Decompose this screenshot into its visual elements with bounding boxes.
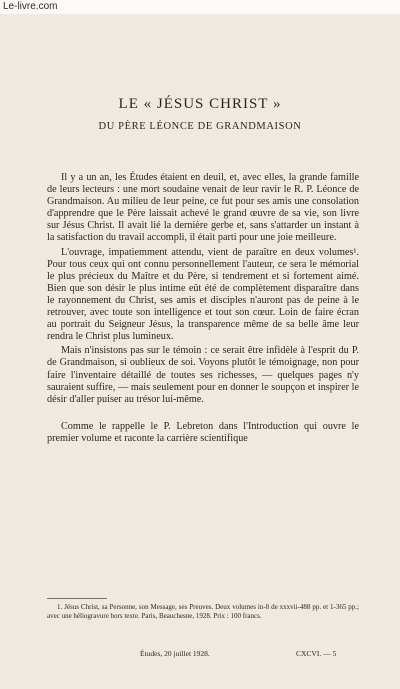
watermark-bar [0,0,400,14]
volume-page-number: CXCVI. — 5 [296,649,337,658]
article-title: LE « JÉSUS CHRIST » [118,96,282,112]
article-subtitle: DU PÈRE LÉONCE DE GRANDMAISON [98,121,302,132]
paragraph-4: Comme le rappelle le P. Lebreton dans l'Introduction qui ouvre le premier volume et raconte la carrière scientifique [47,420,359,444]
footnote [47,603,359,620]
article-body [47,172,359,445]
paragraph-1: Il y a un an, les Études étaient en deuil, et, avec elles, la grande famille de leurs lecteurs : une mort soudaine venait de leur ravir le R. P. Léonce de Grandmaison. Au milieu de leur peine, ce fut pour ses amis une consolation d'apprendre que le Père laissait achevé le grand œuvre de sa vie, son livre sur Jésus Christ. Il avait lié la dernière gerbe et, sans s'attarder un instant à la satisfaction du travail accompli, il était parti pour une joie meilleure. [47,172,359,244]
footnote-divider [47,598,107,599]
footnote-text: 1. Jésus Christ, sa Personne, son Message, ses Preuves. Deux volumes in-8 de xxxvii-488 pp. et 1-365 pp.; avec une héliogravure hors texte. Paris, Beauchesne, 1928. Prix : 100 francs. [47,603,359,620]
site-watermark: Le-livre.com [3,1,58,12]
publication-date: Études, 20 juillet 1928. [140,649,210,658]
paragraph-3: Mais n'insistons pas sur le témoin : ce serait être infidèle à l'esprit du P. de Grandmaison, si oublieux de soi. Voyons plutôt le témoignage, non pour faire l'inventaire détaillé de toutes ses richesses, — quelques pages n'y sauraient suffire, — mais seulement pour en donner le soupçon et inspirer le désir d'aller puiser au trésor lui-même. [47,345,359,405]
paragraph-2: L'ouvrage, impatiemment attendu, vient de paraître en deux volumes¹. Pour tous ceux qui ont connu personnellement l'auteur, ce sera le mémorial le plus précieux du Maître et du Père, si tendrement et si fortement aimé. Bien que son désir le plus intime eût été de complètement disparaître dans le rayonnement du Christ, ses amis et disciples n'auront pas de peine à le retrouver, avec toute son intelligence et tout son cœur. Loin de faire écran au portrait du Seigneur Jésus, la transparence même de sa belle âme leur rendra le Christ plus lumineux. [47,246,359,343]
